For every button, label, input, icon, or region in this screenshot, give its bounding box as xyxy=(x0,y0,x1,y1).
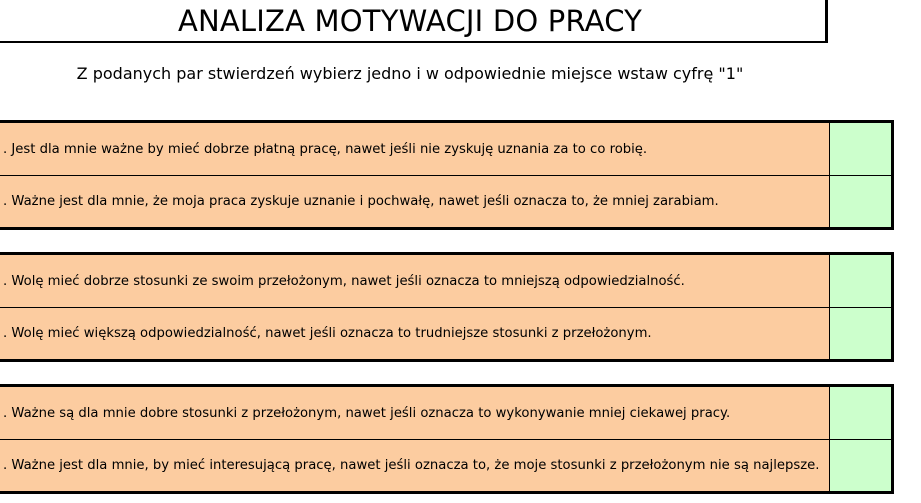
answer-cell[interactable] xyxy=(829,255,891,307)
statement-row xyxy=(0,175,891,227)
statement-cell[interactable]: . Jest dla mnie ważne by mieć dobrze płatną pracę, nawet jeśli nie zyskuję uznania za to co robię. xyxy=(0,123,828,175)
statement-row xyxy=(0,255,891,307)
title-cell[interactable] xyxy=(0,0,828,43)
statement-row xyxy=(0,123,891,175)
statement-cell[interactable]: . Wolę mieć większą odpowiedzialność, nawet jeśli oznacza to trudniejsze stosunki z przełożonym. xyxy=(0,308,828,359)
answer-cell[interactable] xyxy=(829,123,891,175)
statement-cell[interactable]: . Ważne są dla mnie dobre stosunki z przełożonym, nawet jeśli oznacza to wykonywanie mniej ciekawej pracy. xyxy=(0,387,828,439)
instruction-text: Z podanych par stwierdzeń wybierz jedno i w odpowiednie miejsce wstaw cyfrę "1" xyxy=(76,64,744,83)
statement-cell[interactable]: . Wolę mieć dobrze stosunki ze swoim przełożonym, nawet jeśli oznacza to mniejszą odpowiedzialność. xyxy=(0,255,828,307)
statement-cell[interactable]: . Ważne jest dla mnie, że moja praca zyskuje uznanie i pochwałę, nawet jeśli oznacza to, że mniej zarabiam. xyxy=(0,176,828,227)
statement-pair-3 xyxy=(0,384,894,494)
answer-cell[interactable] xyxy=(829,308,891,359)
statement-row xyxy=(0,387,891,439)
statement-cell[interactable]: . Ważne jest dla mnie, by mieć interesującą pracę, nawet jeśli oznacza to, że moje stosunki z przełożonym nie są najlepsze. xyxy=(0,440,828,491)
statement-pair-2 xyxy=(0,252,894,362)
statement-row xyxy=(0,439,891,491)
answer-cell[interactable] xyxy=(829,440,891,491)
page-title: ANALIZA MOTYWACJI DO PRACY xyxy=(177,4,643,38)
statement-row xyxy=(0,307,891,359)
answer-cell[interactable] xyxy=(829,176,891,227)
answer-cell[interactable] xyxy=(829,387,891,439)
statement-pair-1 xyxy=(0,120,894,230)
